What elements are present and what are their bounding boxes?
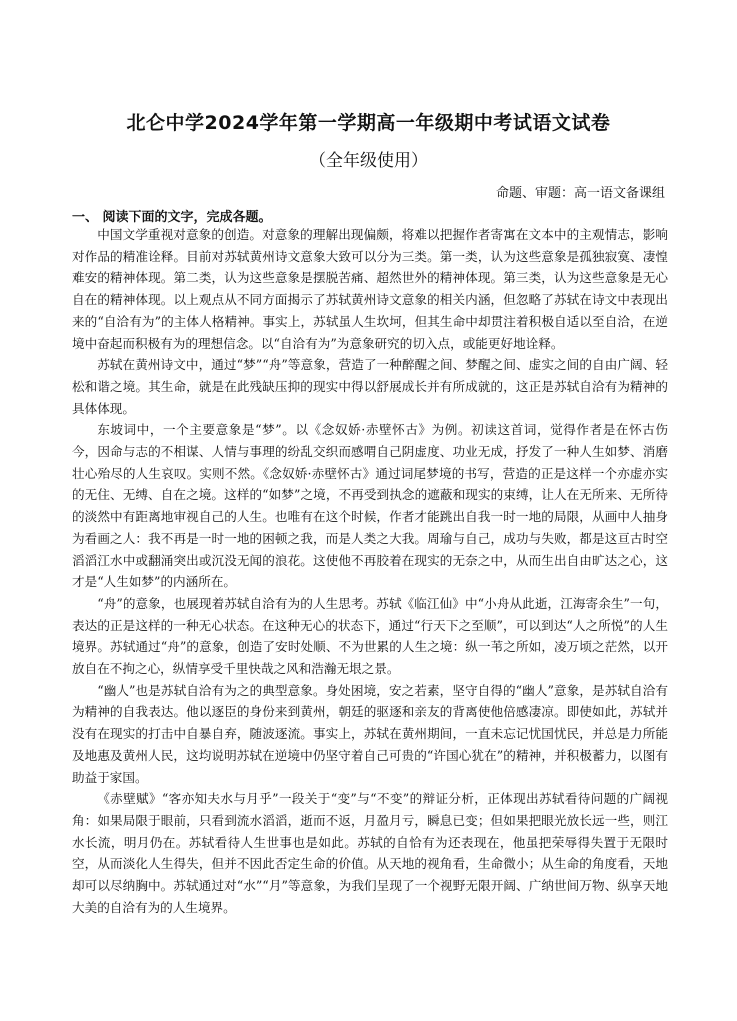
paragraph-4: “舟”的意象，也展现着苏轼自洽有为的人生思考。苏轼《临江仙》中“小舟从此逝，江海寄余生”一句，表达的正是这样的一种无心状态。在这种无心的状态下，通过“行天下之至顺”，可以到达“人之所悦”的人生境界。苏轼通过“舟”的意象，创造了安时处顺、不为世累的人生之境：纵一苇之所如，凌万顷之茫然，以开放自在不拘之心，纵情享受千里快哉之风和浩瀚无垠之景。 [72, 595, 668, 677]
paragraph-2: 苏轼在黄州诗文中，通过“梦”“舟”等意象，营造了一种醉醒之间、梦醒之间、虚实之间的自由广阔、轻松和谐之境。其生命，就是在此残缺压抑的现实中得以舒展成长并有所成就的，这正是苏轼自洽有为精神的具体体现。 [72, 357, 668, 416]
section-heading: 一、 阅读下面的文字，完成各题。 [72, 210, 272, 225]
exam-subtitle: （全年级使用） [309, 151, 428, 171]
paragraph-6: 《赤壁赋》“客亦知夫水与月乎”一段关于“变”与“不变”的辩证分析，正体现出苏轼看待问题的广阔视角：如果局限于眼前，只看到流水滔滔，逝而不返，月盈月亏，瞬息已变；但如果把眼光放长远一些，则江水长流，明月仍在。苏轼看待人生世事也是如此。苏轼的自恰有为还表现在，他虽把荣辱得失置于无限时空，从而淡化人生得失，但并不因此否定生命的价值。从天地的视角看，生命微小；从生命的角度看，天地却可以尽纳胸中。苏轼通过对“水”“月”等意象，为我们呈现了一个视野无限开阔、广纳世间万物、纵享天地大美的自洽有为的人生境界。 [72, 791, 668, 915]
reading-passage [72, 224, 668, 919]
paragraph-1: 中国文学重视对意象的创造。对意象的理解出现偏颇，将难以把握作者寄寓在文本中的主观情志，影响对作品的精准诠释。目前对苏轼黄州诗文意象大致可以分为三类。第一类，认为这些意象是孤独寂寞、凄惶难安的精神体现。第二类，认为这些意象是摆脱苦痛、超然世外的精神体现。第三类，认为这些意象是无心自在的精神体现。以上观点从不同方面揭示了苏轼黄州诗文意象的相关内涵，但忽略了苏轼在诗文中表现出来的“自洽有为”的主体人格精神。事实上，苏轼虽人生坎坷，但其生命中却贯注着积极自适以至自洽，在逆境中奋起而积极有为的理想信念。以“自洽有为”为意象研究的切入点，或能更好地诠释。 [72, 227, 668, 351]
paragraph-5: “幽人”也是苏轼自洽有为之的典型意象。身处困境，安之若素，坚守自得的“幽人”意象，是苏轼自洽有为精神的自我表达。他以逐臣的身份来到黄州，朝廷的驱逐和亲友的背离使他倍感凄凉。即使如此，苏轼并没有在现实的打击中自暴自弃，随波逐流。事实上，苏轼在黄州期间，一直未忘记忧国忧民，并总是力所能及地惠及黄州人民，这均说明苏轼在逆境中仍坚守着自己可贵的“许国心犹在”的精神，并积极蓄力，以图有助益于家国。 [72, 682, 668, 785]
exam-title: 北仑中学2024学年第一学期高一年级期中考试语文试卷 [126, 112, 611, 134]
exam-byline: 命题、审题：高一语文备课组 [495, 186, 665, 201]
paragraph-3: 东坡词中，一个主要意象是“梦”。以《念奴娇·赤壁怀古》为例。初读这首词，觉得作者是在怀古伤今，因命与志的不相谋、人情与事理的纷乱交织而感喟自己阴虚度、功业无成，抒发了一种人生如梦、消磨壮心殆尽的人生哀叹。实则不然。《念奴娇·赤壁怀古》通过词尾梦境的书写，营造的正是这样一个亦虚亦实的无住、无缚、自在之境。这样的“如梦”之境，不再受到执念的遮蔽和现实的束缚，让人在无所来、无所待的淡然中有距离地审视自己的人生。也唯有在这个时候，作者才能跳出自我一时一地的局限，从画中人抽身为看画之人：我不再是一时一地的困顿之我，而是人类之大我。周瑜与自己，成功与失败，都是这亘古时空滔滔江水中或翻涌突出或沉没无闻的浪花。这使他不再胶着在现实的无奈之中，从而生出自由旷达之心，这才是“人生如梦”的内涵所在。 [72, 422, 668, 590]
